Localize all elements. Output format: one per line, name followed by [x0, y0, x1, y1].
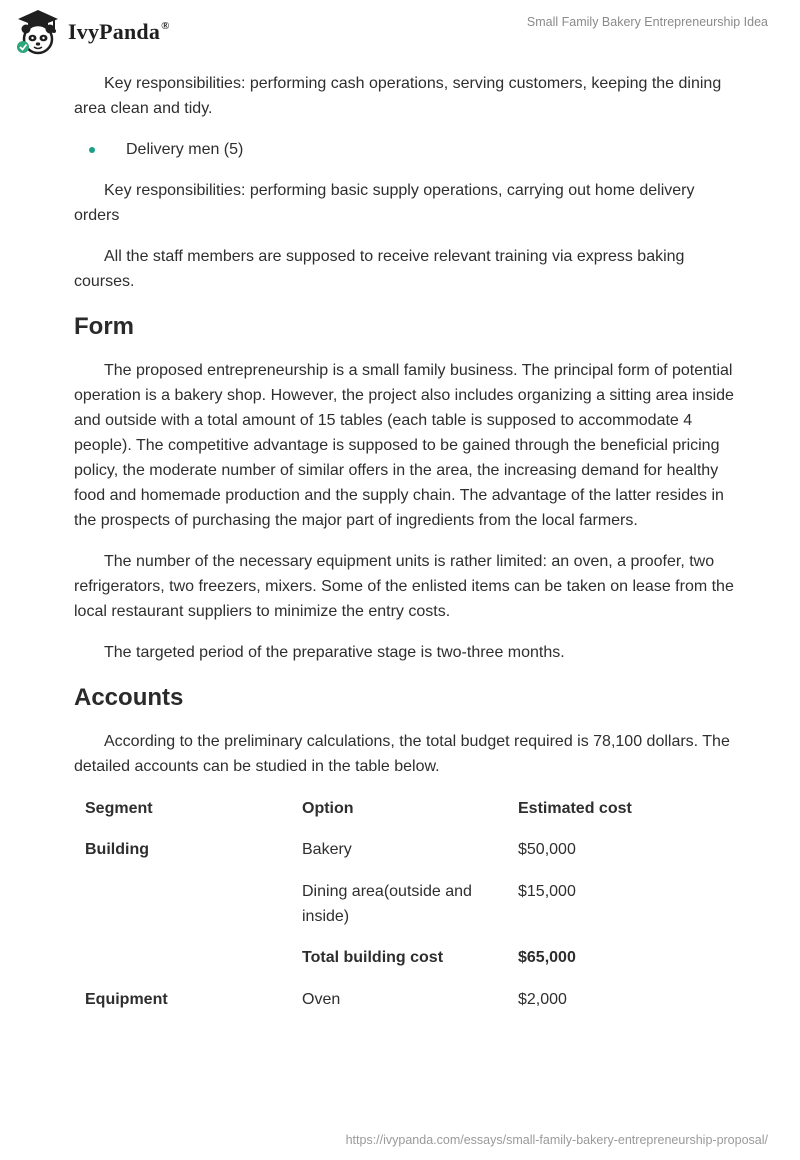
cashier-responsibilities: Key responsibilities: performing cash operations, serving customers, keeping the dining area clean and tidy. [74, 75, 722, 117]
cost-cell: $65,000 [518, 949, 576, 966]
table-header-row [74, 796, 724, 837]
training-paragraph: All the staff members are supposed to receive relevant training via express baking courses. [74, 248, 685, 290]
segment-cell [74, 945, 302, 987]
list-item [74, 137, 734, 162]
cost-cell: $15,000 [518, 883, 576, 900]
column-header: Segment [85, 800, 153, 817]
section-heading-accounts: Accounts [74, 684, 184, 711]
segment-cell [74, 879, 302, 945]
table-row [74, 945, 724, 987]
cost-cell: $50,000 [518, 841, 576, 858]
section-heading-form: Form [74, 313, 134, 340]
column-header: Estimated cost [518, 800, 632, 817]
form-paragraph-3: The targeted period of the preparative stage is two-three months. [104, 644, 565, 661]
list-item-label: Delivery men (5) [126, 140, 244, 158]
ivypanda-logo[interactable] [14, 8, 170, 56]
column-header: Option [302, 800, 354, 817]
option-cell: Dining area(outside and inside) [302, 883, 472, 925]
table-row [74, 879, 724, 945]
form-paragraph-2: The number of the necessary equipment units is rather limited: an oven, a proofer, two refrigerators, two freezers, mixers. Some of the enlisted items can be taken on lease from the local restaurant suppliers to minimize the entry costs. [74, 553, 734, 620]
option-cell: Bakery [302, 841, 352, 858]
form-paragraph-1: The proposed entrepreneurship is a small family business. The principal form of potential operation is a bakery shop. However, the project also includes organizing a sitting area inside and outside with a total amount of 15 tables (each table is supposed to accommodate 4 people). The competitive advantage is supposed to be gained through the beneficial pricing policy, the moderate number of similar offers in the area, the increasing demand for healthy food and homemade production and the supply chain. The advantage of the latter resides in the prospects of purchasing the major part of ingredients from the local farmers. [74, 362, 734, 529]
segment-cell: Equipment [85, 991, 168, 1008]
essay-content [74, 71, 734, 1012]
delivery-responsibilities: Key responsibilities: performing basic supply operations, carrying out home delivery orders [74, 182, 695, 224]
page-header [0, 0, 800, 66]
table-row [74, 837, 724, 879]
cost-cell: $2,000 [518, 991, 567, 1008]
registered-mark: ® [161, 19, 170, 32]
option-cell: Oven [302, 991, 341, 1008]
panda-graduate-icon [14, 8, 62, 56]
bullet-dot-icon [89, 147, 95, 153]
brand-name: IvyPanda® [68, 19, 170, 44]
source-url[interactable]: https://ivypanda.com/essays/small-family-bakery-entrepreneurship-proposal/ [345, 1133, 768, 1147]
option-cell: Total building cost [302, 949, 444, 966]
accounts-table [74, 796, 724, 1012]
accounts-paragraph: According to the preliminary calculations, the total budget required is 78,100 dollars. The detailed accounts can be studied in the table below. [74, 733, 730, 775]
document-title: Small Family Bakery Entrepreneurship Idea [526, 15, 768, 29]
table-row [74, 987, 724, 1012]
segment-cell: Building [85, 841, 149, 858]
